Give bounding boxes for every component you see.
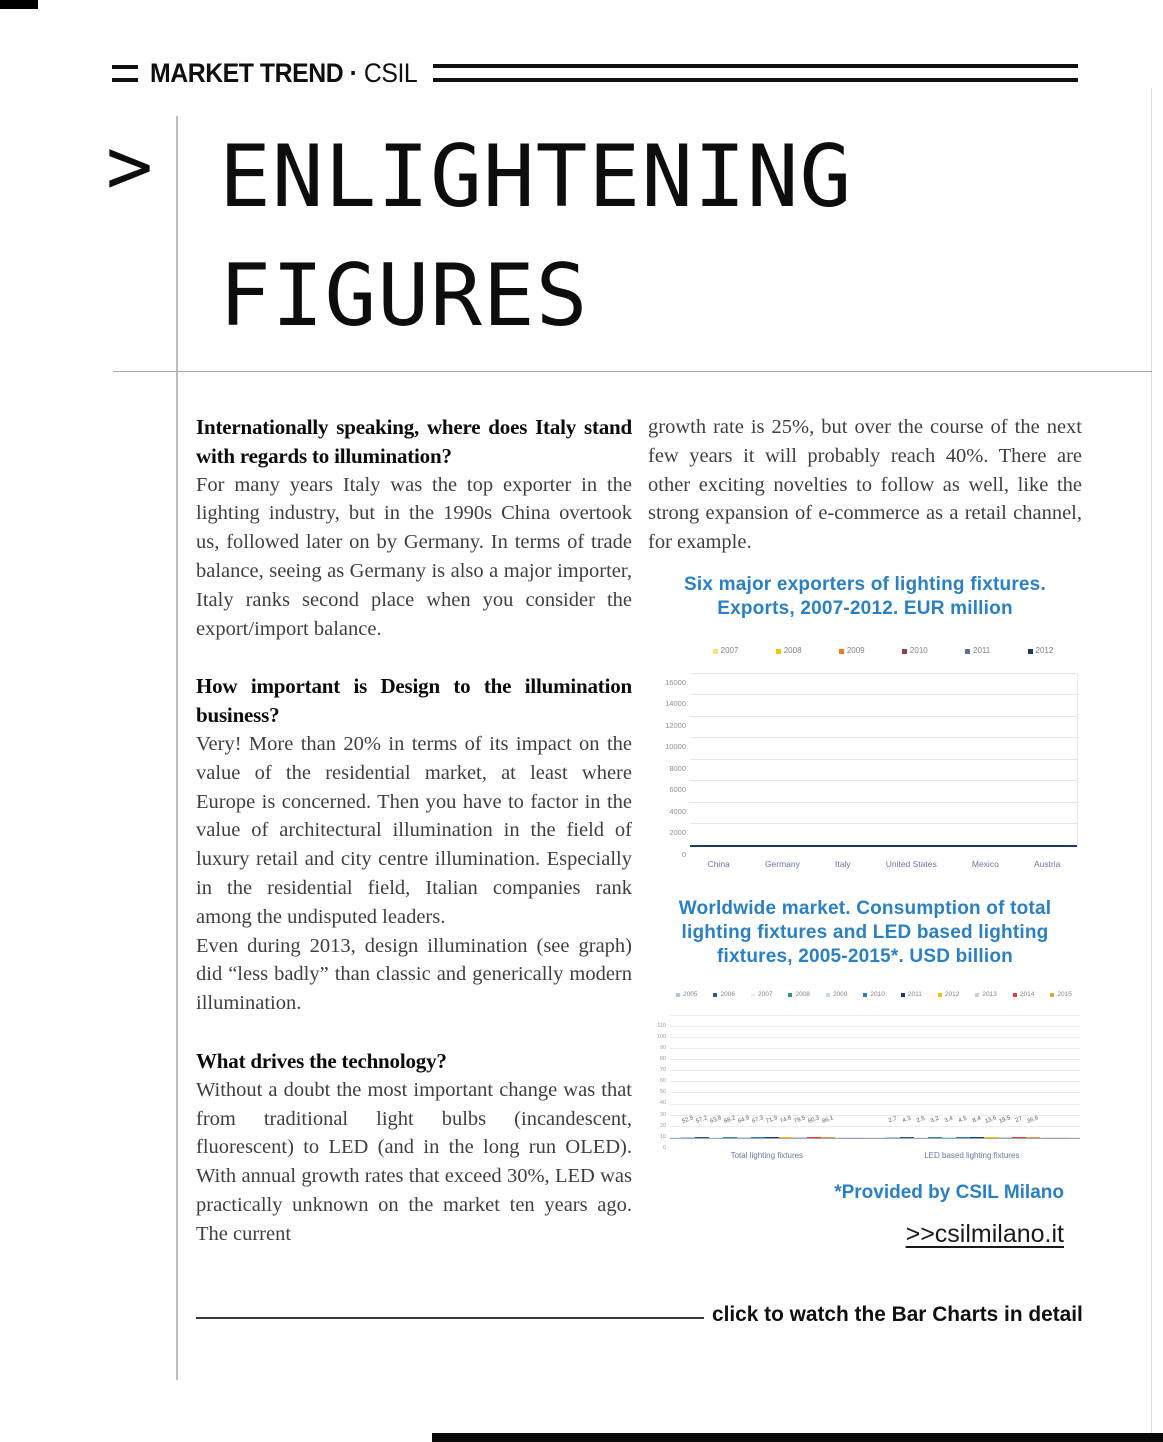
bar-value-label: 52.5 [681, 1115, 695, 1125]
source-credit: *Provided by CSIL Milano [834, 1181, 1064, 1203]
scan-artifact-bottom [432, 1433, 1163, 1442]
legend-swatch [1013, 993, 1017, 997]
page-title [219, 118, 852, 356]
legend-item-2011 [965, 637, 990, 666]
y-axis-label: 100 [656, 1033, 666, 1040]
legend-swatch [826, 993, 830, 997]
legend-swatch [863, 993, 867, 997]
bar-value-label: 4.5 [957, 1115, 968, 1125]
bar-value-label: 27 [1014, 1116, 1024, 1124]
bar-value-label: 8.4 [971, 1115, 982, 1125]
bar-value-label: 68.2 [723, 1115, 737, 1125]
legend-label: 2013 [982, 990, 997, 998]
legend-item-2007 [713, 637, 739, 666]
category-label: Italy [835, 858, 851, 869]
y-axis-label: 110 [657, 1022, 666, 1029]
y-axis-label: 50 [659, 1089, 666, 1096]
header-dash-icon [112, 65, 138, 82]
body-paragraph: Even during 2013, design illumination (see graph) did “less badly” than classic and generically modern illumination. [196, 934, 632, 1015]
legend-item-2014 [1013, 981, 1034, 1010]
legend-label: 2011 [973, 645, 991, 655]
legend-swatch [751, 993, 755, 997]
worldwide-chart-caption: Worldwide market. Consumption of total lighting fixtures and LED based lighting fixtures, 2005-2015*. USD billion [678, 897, 1052, 967]
legend-label: 2008 [795, 990, 810, 998]
legend-item-2015 [1050, 981, 1071, 1010]
y-axis-label: 90 [659, 1044, 666, 1051]
question-heading: What drives the technology? [196, 1048, 447, 1073]
spacer [196, 643, 632, 672]
question-heading: How important is Design to the illumination business? [196, 674, 632, 728]
category-labels [670, 1142, 1080, 1171]
y-axis-label: 0 [681, 849, 686, 859]
legend-label: 2007 [757, 990, 773, 998]
bar-value-label: 2.7 [887, 1115, 898, 1125]
legend-label: 2009 [832, 990, 848, 998]
legend-item-2010 [902, 637, 928, 666]
legend-item-2013 [975, 981, 996, 1010]
category-label: China [707, 858, 730, 869]
bar-value-label: 13.6 [984, 1115, 998, 1125]
legend-swatch [713, 649, 718, 654]
article-right-column [648, 413, 1082, 1251]
legend-swatch [839, 649, 844, 654]
legend-label: 2012 [1035, 645, 1054, 655]
category-label: LED based lighting fixtures [924, 1150, 1020, 1160]
bar-value-label: 3.4 [943, 1115, 954, 1125]
chart-legend [648, 979, 1080, 1016]
worldwide-bar-chart [648, 979, 1080, 1160]
bar-value-label: 67.3 [751, 1115, 765, 1125]
chart-plot [665, 674, 1078, 859]
legend-item-2006 [713, 981, 734, 1010]
chart-plot [656, 1016, 1080, 1151]
cta-rule [196, 1317, 704, 1319]
bar-groups [690, 674, 1077, 846]
legend-item-2009 [839, 637, 865, 666]
bar-value-label: 2.5 [915, 1115, 926, 1125]
csilmilano-link[interactable]: >>csilmilano.it [905, 1219, 1064, 1248]
legend-item-2010 [863, 981, 884, 1010]
title-divider [113, 371, 1152, 372]
legend-label: 2009 [846, 645, 865, 655]
bar-value-label: 57.2 [695, 1115, 709, 1125]
category-label: Austria [1033, 858, 1061, 869]
site-link-row [648, 1220, 1082, 1251]
category-labels [690, 850, 1078, 879]
y-axis-label: 10000 [665, 742, 686, 752]
article-left-column [196, 413, 632, 1249]
bar-value-label: 74.8 [779, 1115, 793, 1125]
legend-label: 2012 [944, 990, 960, 998]
legend-swatch [965, 649, 970, 654]
y-axis-label: 30 [659, 1111, 666, 1118]
section-title [150, 58, 417, 89]
legend-label: 2015 [1057, 990, 1072, 998]
category-label: United States [885, 858, 937, 869]
header-double-rule [433, 64, 1078, 82]
legend-swatch [901, 993, 905, 997]
y-axis-label: 40 [659, 1100, 666, 1107]
legend-swatch [902, 649, 907, 654]
y-axis-label: 14000 [665, 699, 686, 709]
bar-value-label: 80.3 [807, 1115, 821, 1125]
legend-label: 2007 [720, 645, 739, 655]
bar-value-label: 71.9 [765, 1115, 779, 1125]
legend-swatch [1050, 993, 1054, 997]
bar-value-label: 64.9 [737, 1115, 751, 1125]
body-paragraph: For many years Italy was the top exporter in the lighting industry, but in the 1990s China overtook us, followed later on by Germany. In terms of trade balance, seeing as Germany is also a major importer, Italy ranks second place when you consider the export/import balance. [196, 473, 632, 640]
legend-item-2009 [826, 981, 847, 1010]
title-line-1: ENLIGHTENING [219, 127, 853, 227]
legend-item-2005 [676, 981, 697, 1010]
cta-text[interactable]: click to watch the Bar Charts in detail [712, 1302, 1083, 1326]
category-label: Mexico [971, 858, 999, 869]
y-axis-label: 70 [659, 1067, 666, 1074]
legend-label: 2006 [720, 990, 735, 998]
legend-label: 2014 [1019, 990, 1035, 998]
bar-value-label: 3.2 [929, 1115, 940, 1125]
body-paragraph: growth rate is 25%, but over the course of the next few years it will probably reach 40%. There are other exciting novelties to follow as well, like the strong expansion of e-commerce as a retail channel, for example. [648, 416, 1082, 554]
y-axis-label: 0 [662, 1144, 666, 1151]
y-axis-label: 80 [659, 1056, 666, 1063]
spacer [196, 1018, 632, 1047]
y-axis-label: 12000 [665, 720, 686, 730]
question-heading: Internationally speaking, where does Italy stand with regards to illumination? [196, 415, 632, 468]
exports-bar-chart [654, 633, 1078, 873]
y-axis-label: 60 [659, 1078, 666, 1085]
y-axis-label: 16000 [665, 677, 686, 687]
legend-swatch [938, 993, 942, 997]
legend-swatch [776, 649, 781, 654]
legend-item-2012 [938, 981, 959, 1010]
exports-chart-caption: Six major exporters of lighting fixtures. Exports, 2007-2012. EUR million [684, 573, 1046, 619]
legend-swatch [788, 993, 792, 997]
y-axis-label: 8000 [669, 763, 686, 773]
legend-item-2008 [788, 981, 809, 1010]
legend-item-2012 [1028, 637, 1054, 666]
body-paragraph: Very! More than 20% in terms of its impact on the value of the residential market, at least where Europe is concerned. Then you have to factor in the value of architectural illumination in the field of luxury retail and city centre illumination. Especially in the residential field, Italian companies rank among the undisputed leaders. [196, 732, 632, 928]
section-header [112, 58, 1078, 88]
body-paragraph: Without a doubt the most important change was that from traditional light bulbs (incandescent, fluorescent) to LED (and in the long run OLED). With annual growth rates that exceed 30%, LED was practically unknown on the market ten years ago. The current [196, 1078, 632, 1245]
category-label: Germany [764, 858, 800, 869]
y-axis-label: 6000 [669, 785, 686, 795]
legend-swatch [975, 993, 979, 997]
y-axis-label: 20 [659, 1122, 666, 1129]
chevron-right-icon: > [106, 122, 153, 212]
legend-label: 2008 [783, 645, 802, 655]
legend-label: 2010 [909, 645, 928, 655]
page-edge-line [1151, 88, 1152, 1433]
x-axis-line [690, 845, 1077, 847]
legend-item-2007 [751, 981, 772, 1010]
category-label: Total lighting fixtures [730, 1150, 804, 1160]
title-line-2: FIGURES [219, 246, 589, 346]
legend-item-2011 [901, 981, 922, 1010]
legend-swatch [1028, 649, 1033, 654]
legend-swatch [713, 993, 717, 997]
legend-label: 2011 [907, 990, 922, 998]
legend-label: 2010 [870, 990, 885, 998]
bar-value-label: 86.1 [821, 1115, 835, 1125]
bar-value-label: 78.5 [793, 1115, 807, 1125]
bar-groups [670, 1016, 1080, 1138]
bar-value-label: 4.3 [901, 1115, 912, 1125]
bar-value-label: 19.5 [998, 1115, 1012, 1125]
scan-artifact-top [0, 0, 38, 9]
y-axis-label: 4000 [669, 806, 686, 816]
section-label: MARKET TREND [150, 57, 344, 88]
x-axis-line [670, 1138, 1080, 1139]
separator-dot: · [343, 57, 364, 88]
bar-value-label: 36.6 [1026, 1115, 1040, 1125]
y-axis-label: 2000 [669, 828, 686, 838]
legend-item-2008 [776, 637, 802, 666]
title-vertical-rule [176, 116, 178, 1380]
chart-legend [654, 633, 1078, 674]
legend-label: 2005 [683, 990, 698, 998]
legend-swatch [676, 993, 680, 997]
bar-value-label: 63.8 [709, 1115, 723, 1125]
y-axis-label: 10 [659, 1133, 666, 1140]
brand-name: CSIL [363, 57, 418, 88]
